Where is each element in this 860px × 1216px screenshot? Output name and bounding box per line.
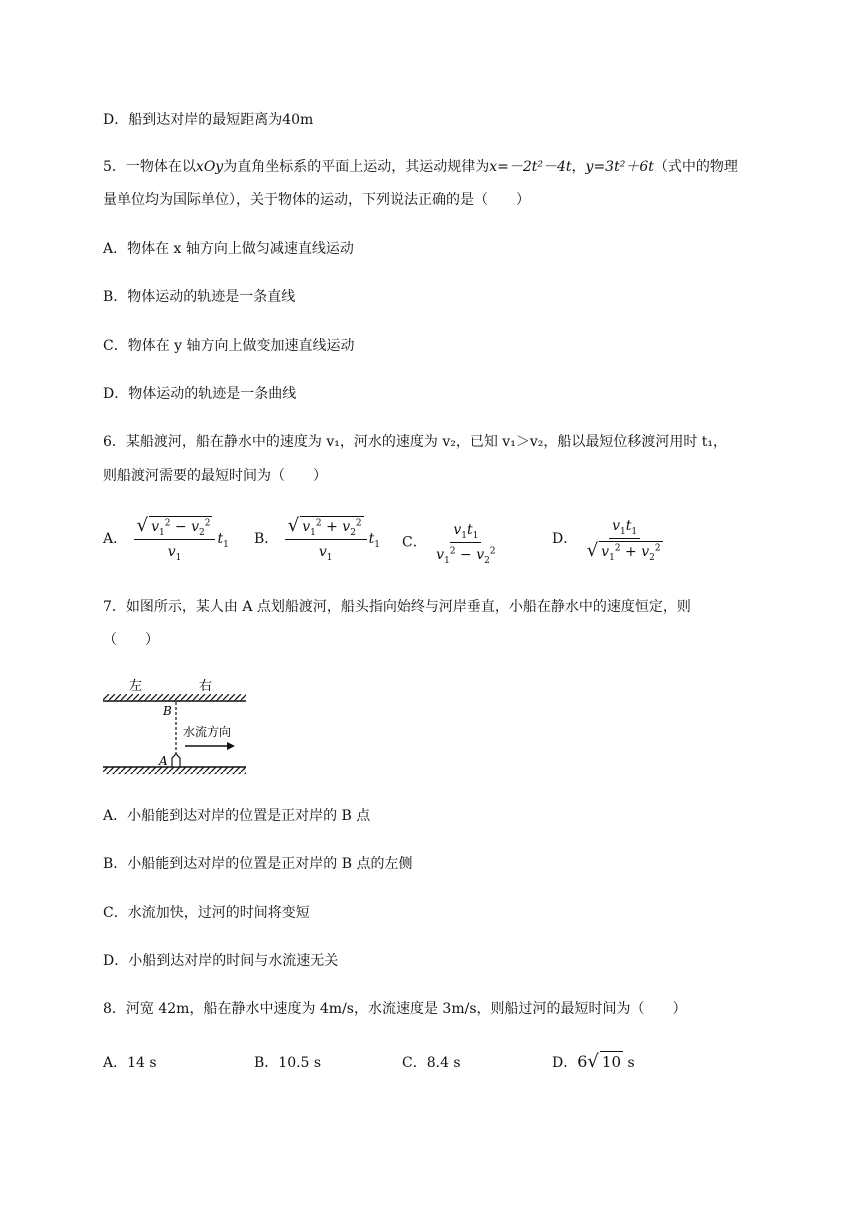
q7-option-b: B．小船能到达对岸的位置是正对岸的 B 点的左侧 [103,856,413,872]
q5-xoy: xOy [195,159,224,175]
q5-eq-x: x=－2t²－4t [489,159,572,175]
fig-point-b: B [163,704,172,718]
q8-option-d [552,1051,635,1073]
q6-option-c [402,520,501,565]
bottom-bank-hatching [103,767,246,774]
q5-comma: ， [571,159,586,175]
q5-tail: （式中的物理 [653,159,738,175]
q7-option-a: A．小船能到达对岸的位置是正对岸的 B 点 [103,808,371,824]
q7-stem-line1: 7．如图所示，某人由 A 点划船渡河，船头指向始终与河岸垂直，小船在静水中的速度恒定，则 [103,599,691,615]
q5-stem-line2: 量单位均为国际单位），关于物体的运动，下列说法正确的是（ ） [103,192,530,208]
q5-eq-y: y=3t²＋6t [585,159,654,175]
q4-option-d: D．船到达对岸的最短距离为40m [103,112,314,128]
q8-label-d: D． [552,1055,578,1071]
q6-a-fraction: $\frac{√ v_1^2 - v_2^2}{v_1}$ [134,516,216,562]
q6-label-a: A． [103,531,128,547]
q6-d-fraction: $\frac{v_1t_1}{√ v_1^2 + v_2^2}$ [586,518,661,563]
fig-label-right: 右 [199,679,213,694]
q5-option-a: A．物体在 x 轴方向上做匀减速直线运动 [103,241,354,257]
q7-option-c: C．水流加快，过河的时间将变短 [103,905,310,921]
boat-icon [172,754,180,767]
fig-point-a: A [159,754,168,768]
q8-option-b: B．10.5 s [254,1055,322,1071]
q8-d-unit: s [627,1055,635,1071]
q5-option-c: C．物体在 y 轴方向上做变加速直线运动 [103,338,355,354]
fig-flow-label: 水流方向 [183,725,232,739]
q6-label-c: C． [402,534,427,551]
q5-stem-line1 [103,157,738,177]
q6-stem-line1: 6．某船渡河，船在静水中的速度为 v₁，河水的速度为 v₂，已知 v₁＞v₂，船以最短位移渡河用时 t₁， [103,434,728,450]
q8-option-a: A．14 s [103,1055,157,1071]
q6-label-d: D． [552,531,578,547]
q8-stem: 8．河宽 42m，船在静水中速度为 4m/s，水流速度是 3m/s，则船过河的最短时间为（ ） [103,1001,687,1017]
q5-option-d: D．物体运动的轨迹是一条曲线 [103,386,297,402]
q7-option-d: D．小船到达对岸的时间与水流速无关 [103,953,339,969]
q8-option-c: C．8.4 s [402,1055,461,1071]
q6-label-b: B． [254,531,279,547]
q6-option-d [552,516,668,562]
river-crossing-figure [103,676,248,776]
fig-label-left: 左 [129,679,143,694]
flow-arrow-head-icon [227,742,235,750]
sqrt-icon: √ [587,1051,599,1072]
q6-option-a: A． $\frac{√ v_1^2 - v_2^2}{v_1}$ $t_1$ [103,515,229,563]
q7-stem-line2: （ ） [103,632,159,648]
q6-option-b: B． $\frac{√ v_1^2 + v_2^2}{v_1}$ $t_1$ [254,515,381,563]
q5-option-b: B．物体运动的轨迹是一条直线 [103,289,296,305]
q6-c-fraction: $\frac{v_1t_1}{v_1^2 - v_2^2}$ [436,522,496,566]
q6-b-fraction: $\frac{√ v_1^2 + v_2^2}{v_1}$ [285,516,367,562]
q8-d-radicand: 10 [601,1053,621,1071]
q5-lead: 5．一物体在以 [103,159,196,175]
q6-stem-line2: 则船渡河需要的最短时间为（ ） [103,468,327,484]
q8-d-coef: 6 [577,1052,588,1071]
top-bank-hatching [103,694,246,701]
q5-mid: 为直角坐标系的平面上运动，其运动规律为 [223,159,490,175]
